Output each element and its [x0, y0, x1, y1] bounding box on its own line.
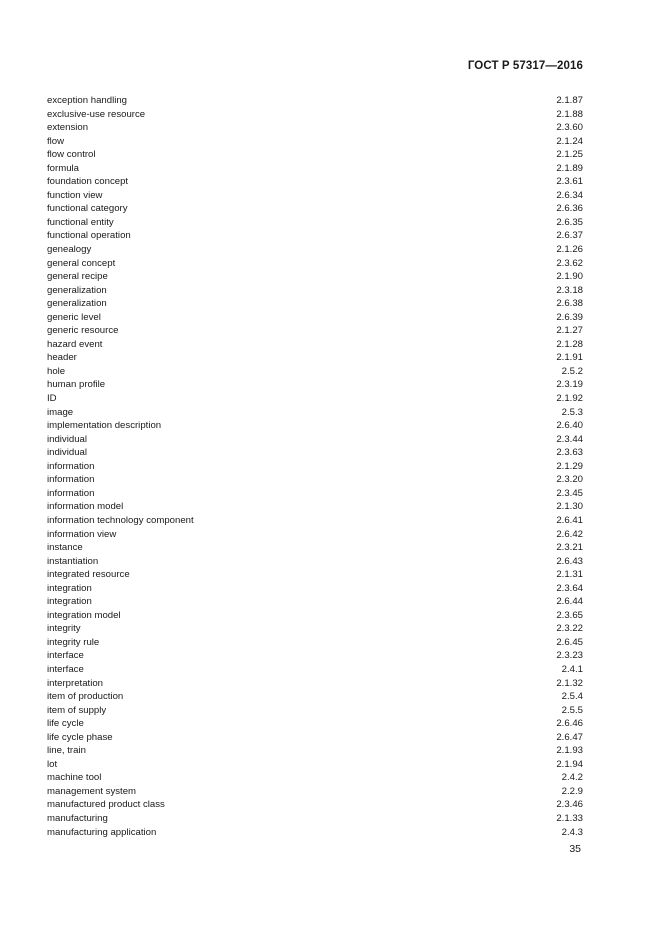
index-reference: 2.3.64 — [556, 582, 583, 594]
index-entry — [47, 677, 583, 691]
index-reference: 2.3.45 — [556, 487, 583, 499]
index-entry — [47, 704, 583, 718]
index-term: information — [47, 460, 95, 472]
index-reference: 2.1.25 — [556, 149, 583, 161]
index-entry — [47, 243, 583, 257]
index-term: general recipe — [47, 271, 108, 283]
index-entry — [47, 406, 583, 420]
index-term: functional operation — [47, 230, 131, 242]
index-entry — [47, 649, 583, 663]
index-reference: 2.6.40 — [556, 420, 583, 432]
index-term: hole — [47, 365, 66, 377]
index-term: functional category — [47, 203, 128, 215]
index-reference: 2.3.62 — [556, 257, 583, 269]
index-reference: 2.3.20 — [556, 474, 583, 486]
index-term: interpretation — [47, 677, 103, 689]
index-reference: 2.5.5 — [561, 704, 583, 716]
index-term: machine tool — [47, 772, 102, 784]
index-reference: 2.1.93 — [556, 745, 583, 757]
index-term: information view — [47, 528, 117, 540]
index-entry — [47, 595, 583, 609]
index-reference: 2.1.29 — [556, 460, 583, 472]
index-reference: 2.1.91 — [556, 352, 583, 364]
index-term: integration model — [47, 609, 121, 621]
index-term: management system — [47, 785, 137, 797]
index-reference: 2.6.45 — [556, 636, 583, 648]
index-term: functional entity — [47, 216, 114, 228]
index-entry — [47, 338, 583, 352]
index-term: human profile — [47, 379, 106, 391]
index-entry — [47, 473, 583, 487]
index-term: hazard event — [47, 338, 103, 350]
index-reference: 2.3.44 — [556, 433, 583, 445]
index-entry — [47, 121, 583, 135]
index-reference: 2.6.34 — [556, 189, 583, 201]
index-reference: 2.1.87 — [556, 95, 583, 106]
index-entry — [47, 622, 583, 636]
index-term: ID — [47, 393, 57, 405]
index-reference: 2.5.2 — [561, 365, 583, 377]
index-reference: 2.6.47 — [556, 731, 583, 743]
index-entry — [47, 771, 583, 785]
index-entry — [47, 419, 583, 433]
index-term: individual — [47, 447, 88, 459]
index-entry — [47, 636, 583, 650]
index-entry — [47, 785, 583, 799]
index-entry — [47, 216, 583, 230]
index-term: manufacturing — [47, 812, 108, 824]
index-reference: 2.2.9 — [561, 785, 583, 797]
index-entry — [47, 148, 583, 162]
index-entry — [47, 392, 583, 406]
index-term: general concept — [47, 257, 116, 269]
index-reference: 2.6.35 — [556, 216, 583, 228]
index-entry — [47, 690, 583, 704]
index-entry — [47, 351, 583, 365]
index-entry — [47, 175, 583, 189]
index-entry — [47, 324, 583, 338]
index-reference: 2.6.43 — [556, 555, 583, 567]
index-term: information model — [47, 501, 124, 513]
index-term: generic level — [47, 311, 101, 323]
index-term: instantiation — [47, 555, 99, 567]
index-reference: 2.6.36 — [556, 203, 583, 215]
index-entry — [47, 514, 583, 528]
index-term: implementation description — [47, 420, 162, 432]
index-term: integrity — [47, 623, 81, 635]
index-entry — [47, 731, 583, 745]
index-reference: 2.6.41 — [556, 514, 583, 526]
index-reference: 2.1.88 — [556, 108, 583, 120]
index-entry — [47, 555, 583, 569]
index-entry — [47, 297, 583, 311]
index-term: header — [47, 352, 77, 364]
index-term: flow — [47, 135, 65, 147]
index-term: integrated resource — [47, 569, 130, 581]
index-reference: 2.4.2 — [561, 772, 583, 784]
index-reference: 2.6.44 — [556, 596, 583, 608]
index-entry — [47, 94, 583, 108]
index-entry — [47, 257, 583, 271]
index-term: integration — [47, 582, 92, 594]
index-reference: 2.1.30 — [556, 501, 583, 513]
index-entry — [47, 189, 583, 203]
index-reference: 2.4.1 — [561, 663, 583, 675]
index-entry — [47, 202, 583, 216]
index-entry — [47, 528, 583, 542]
index-entry — [47, 487, 583, 501]
index-term: life cycle — [47, 718, 84, 730]
index-term: generalization — [47, 298, 107, 310]
index-term: information — [47, 474, 95, 486]
index-entry — [47, 365, 583, 379]
index-entry — [47, 284, 583, 298]
index-entry — [47, 744, 583, 758]
page-number: 35 — [569, 843, 581, 855]
index-entry — [47, 609, 583, 623]
index-list — [47, 94, 583, 839]
index-entry — [47, 717, 583, 731]
index-reference: 2.1.27 — [556, 325, 583, 337]
index-term: information technology component — [47, 514, 194, 526]
index-term: formula — [47, 162, 79, 174]
index-reference: 2.1.89 — [556, 162, 583, 174]
index-term: generalization — [47, 284, 107, 296]
index-reference: 2.3.46 — [556, 799, 583, 811]
index-reference: 2.3.23 — [556, 650, 583, 662]
index-entry — [47, 500, 583, 514]
index-reference: 2.4.3 — [561, 826, 583, 838]
index-reference: 2.1.28 — [556, 338, 583, 350]
index-reference: 2.1.26 — [556, 244, 583, 256]
index-term: genealogy — [47, 244, 92, 256]
index-entry — [47, 798, 583, 812]
index-entry — [47, 433, 583, 447]
index-reference: 2.6.38 — [556, 298, 583, 310]
index-entry — [47, 812, 583, 826]
index-entry — [47, 758, 583, 772]
index-term: image — [47, 406, 74, 418]
index-entry — [47, 135, 583, 149]
index-term: foundation concept — [47, 176, 129, 188]
index-entry — [47, 270, 583, 284]
index-term: interface — [47, 663, 84, 675]
index-entry — [47, 541, 583, 555]
index-reference: 2.3.19 — [556, 379, 583, 391]
index-reference: 2.5.3 — [561, 406, 583, 418]
index-term: exception handling — [47, 95, 128, 106]
index-term: interface — [47, 650, 84, 662]
index-term: line, train — [47, 745, 86, 757]
index-reference: 2.3.63 — [556, 447, 583, 459]
index-term: integrity rule — [47, 636, 100, 648]
index-entry — [47, 108, 583, 122]
index-term: individual — [47, 433, 88, 445]
index-reference: 2.3.61 — [556, 176, 583, 188]
index-entry — [47, 378, 583, 392]
document-header: ГОСТ Р 57317—2016 — [467, 60, 583, 72]
index-reference: 2.6.42 — [556, 528, 583, 540]
index-reference: 2.3.60 — [556, 122, 583, 134]
index-reference: 2.6.37 — [556, 230, 583, 242]
index-term: integration — [47, 596, 92, 608]
index-reference: 2.1.94 — [556, 758, 583, 770]
index-reference: 2.6.39 — [556, 311, 583, 323]
index-entry — [47, 663, 583, 677]
index-reference: 2.1.32 — [556, 677, 583, 689]
index-reference: 2.1.31 — [556, 569, 583, 581]
index-term: extension — [47, 122, 89, 134]
index-reference: 2.5.4 — [561, 691, 583, 703]
index-reference: 2.6.46 — [556, 718, 583, 730]
index-reference: 2.3.22 — [556, 623, 583, 635]
index-term: manufacturing application — [47, 826, 157, 838]
index-reference: 2.3.65 — [556, 609, 583, 621]
index-entry — [47, 568, 583, 582]
index-term: function view — [47, 189, 103, 201]
index-term: generic resource — [47, 325, 119, 337]
index-reference: 2.1.90 — [556, 271, 583, 283]
index-entry — [47, 826, 583, 840]
index-reference: 2.3.21 — [556, 542, 583, 554]
index-entry — [47, 311, 583, 325]
index-entry — [47, 229, 583, 243]
index-term: information — [47, 487, 95, 499]
index-term: item of production — [47, 691, 124, 703]
index-reference: 2.1.24 — [556, 135, 583, 147]
index-reference: 2.1.33 — [556, 812, 583, 824]
index-entry — [47, 582, 583, 596]
index-reference: 2.3.18 — [556, 284, 583, 296]
index-entry — [47, 162, 583, 176]
index-term: manufactured product class — [47, 799, 165, 811]
index-entry — [47, 460, 583, 474]
index-term: flow control — [47, 149, 96, 161]
index-reference: 2.1.92 — [556, 393, 583, 405]
index-entry — [47, 446, 583, 460]
index-term: exclusive-use resource — [47, 108, 146, 120]
index-term: lot — [47, 758, 58, 770]
index-term: life cycle phase — [47, 731, 113, 743]
index-term: instance — [47, 542, 83, 554]
index-term: item of supply — [47, 704, 107, 716]
